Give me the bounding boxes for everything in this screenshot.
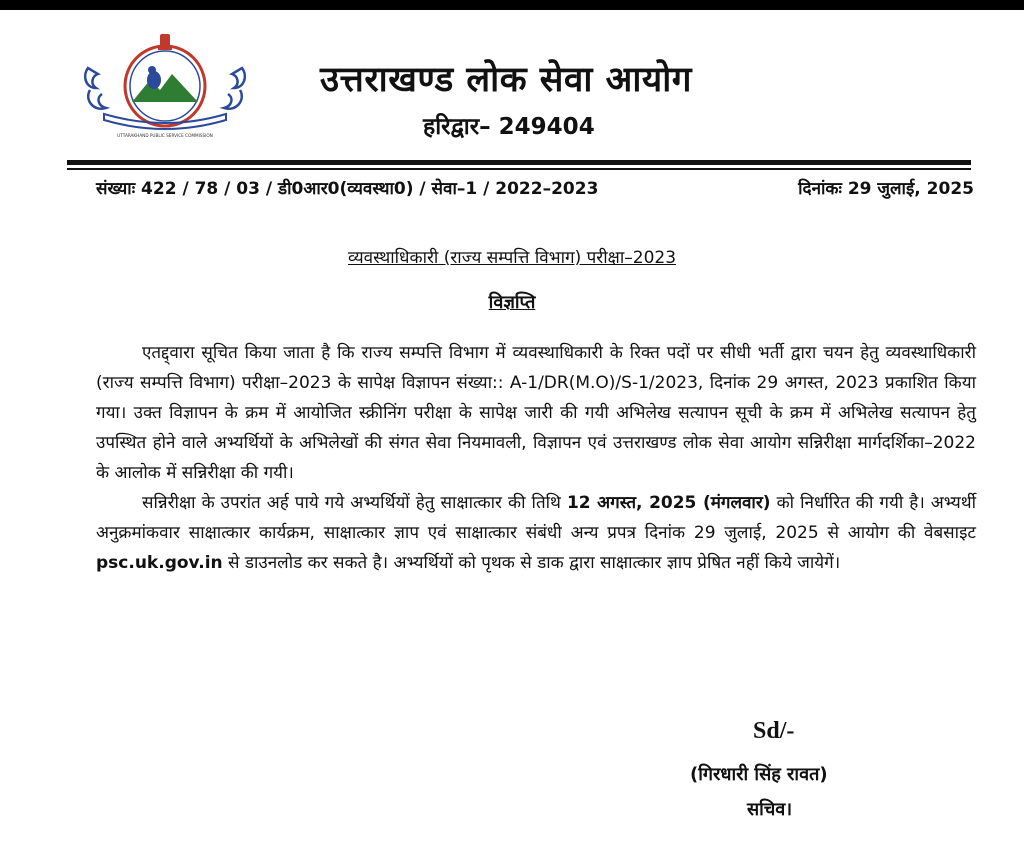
top-border [0, 0, 1024, 10]
paragraph-2-text-a: सन्निरीक्षा के उपरांत अर्ह पाये गये अभ्यर्थियों हेतु साक्षात्कार की तिथि [142, 493, 567, 513]
header-divider-thin [67, 168, 971, 170]
svg-text:UTTARAKHAND PUBLIC SERVICE COM: UTTARAKHAND PUBLIC SERVICE COMMISSION [117, 133, 213, 138]
organization-address: हरिद्वार– 249404 [423, 114, 595, 140]
notice-body [96, 338, 976, 578]
notice-title: विज्ञप्ति [488, 292, 536, 313]
organization-name: उत्तराखण्ड लोक सेवा आयोग [320, 60, 692, 100]
website-link[interactable]: psc.uk.gov.in [96, 553, 223, 573]
header-divider-thick [67, 160, 971, 165]
signatory-designation: सचिव। [747, 799, 793, 820]
notice-subject: व्यवस्थाधिकारी (राज्य सम्पत्ति विभाग) परीक्षा–2023 [347, 248, 677, 268]
signatory-name: (गिरधारी सिंह रावत) [690, 764, 828, 785]
reference-number: संख्याः 422 / 78 / 03 / डी0आर0(व्यवस्था0) / सेवा–1 / 2022–2023 [96, 179, 599, 199]
paragraph-1: एतद्द्वारा सूचित किया जाता है कि राज्य सम्पत्ति विभाग में व्यवस्थाधिकारी के रिक्त पदों पर सीधी भर्ती द्वारा चयन हेतु व्यवस्थाधिकारी (राज्य सम्पत्ति विभाग) परीक्षा–2023 के सापेक्ष विज्ञापन संख्या:: A-1/DR(M.O)/S-1/2023, दिनांक 29 अगस्त, 2023 प्रकाशित किया गया। उक्त विज्ञापन के क्रम में आयोजित स्क्रीनिंग परीक्षा के सापेक्ष जारी की गयी अभिलेख सत्यापन सूची के क्रम में अभिलेख सत्यापन हेतु उपस्थित होने वाले अभ्यर्थियों के अभिलेखों की संगत सेवा नियमावली, विज्ञापन एवं उत्तराखण्ड लोक सेवा आयोग सन्निरीक्षा मार्गदर्शिका–2022 के आलोक में सन्निरीक्षा की गयी। [96, 343, 976, 483]
interview-date: 12 अगस्त, 2025 (मंगलवार) [566, 493, 771, 513]
paragraph-2-text-b: को निर्धारित की गयी है। अभ्यर्थी अनुक्रमांकवार साक्षात्कार कार्यक्रम, साक्षात्कार ज्ञाप एवं साक्षात्कार संबंधी अन्य प्रपत्र दिनांक 29 जुलाई, 2025 से आयोग की वेबसाइट [96, 493, 976, 543]
paragraph-2 [96, 488, 976, 578]
reference-date: दिनांकः 29 जुलाई, 2025 [798, 179, 974, 199]
commission-logo [80, 28, 250, 140]
signature-sd: Sd/- [753, 718, 795, 744]
paragraph-2-text-c: से डाउनलोड कर सकते है। अभ्यर्थियों को पृथक से डाक द्वारा साक्षात्कार ज्ञाप प्रेषित नहीं किये जायेगें। [222, 553, 841, 573]
